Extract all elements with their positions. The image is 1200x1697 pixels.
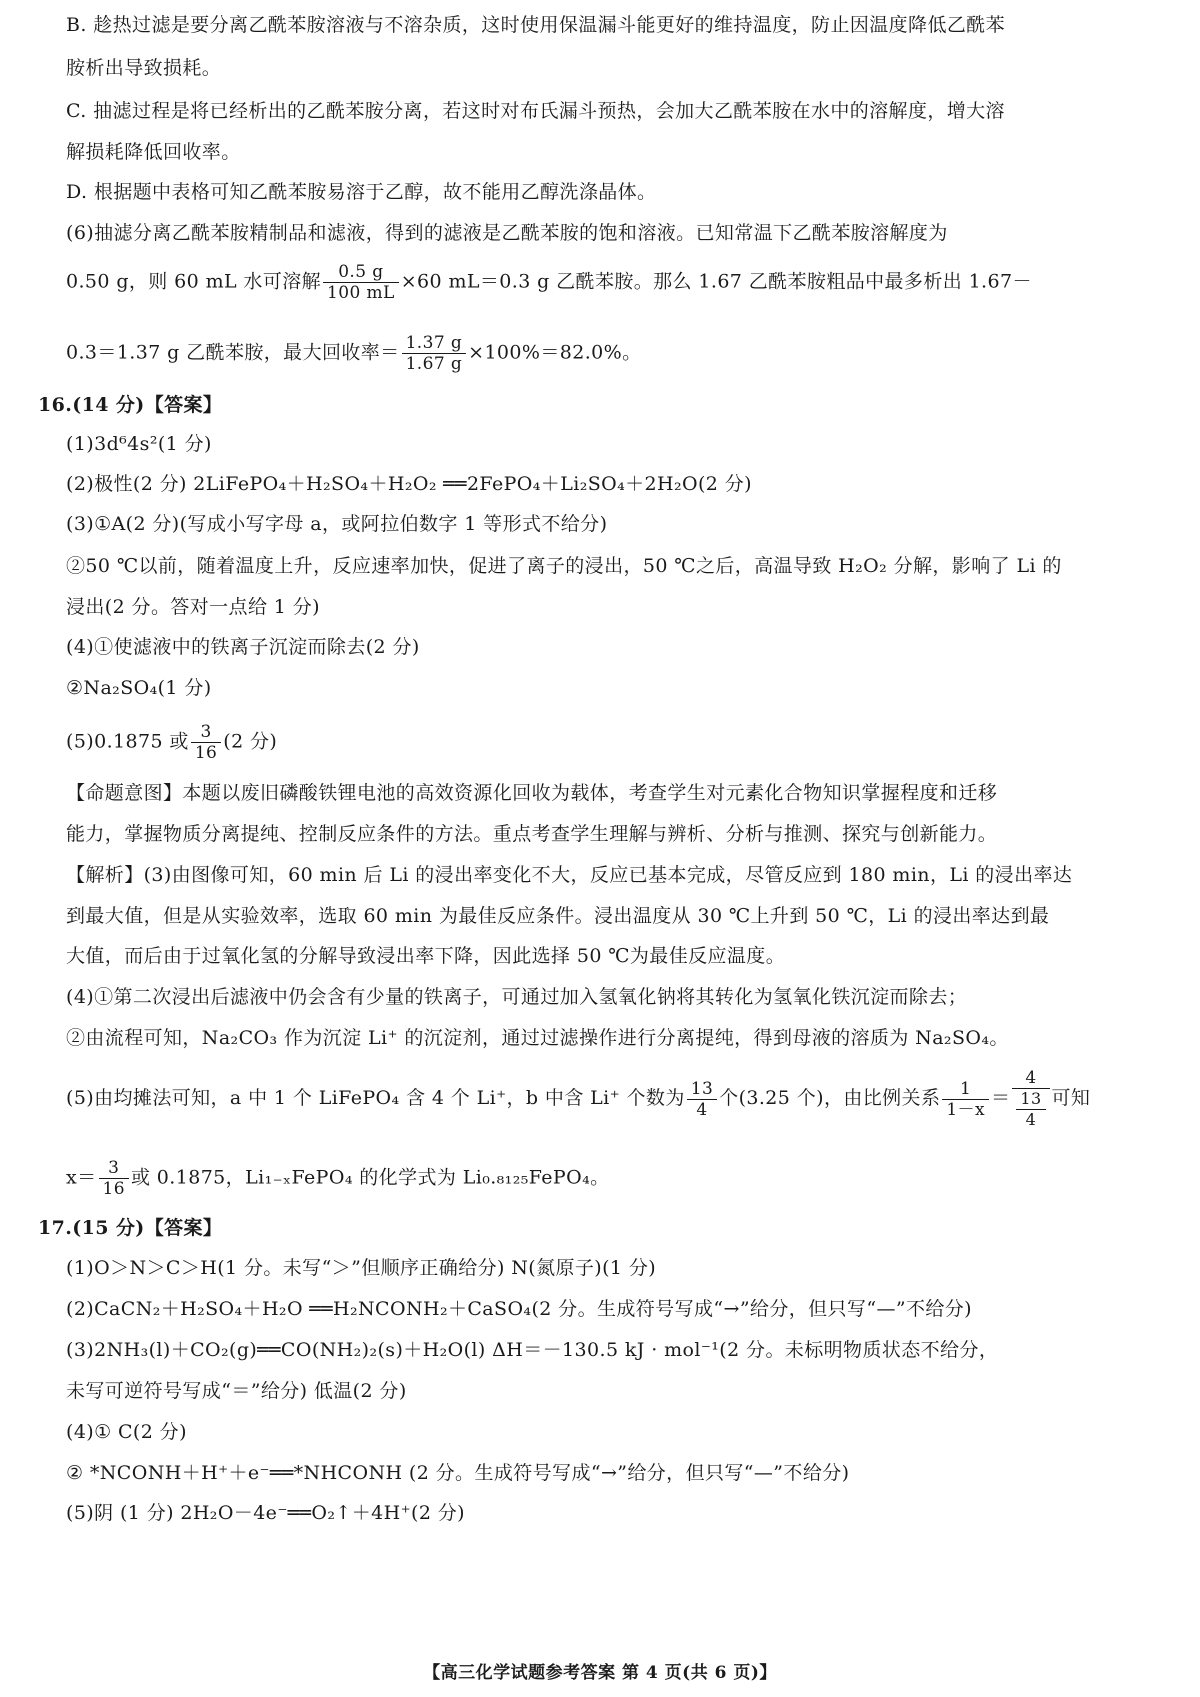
text-line: 胺析出导致损耗。 bbox=[66, 57, 222, 79]
fraction-denominator: 1.67 g bbox=[405, 354, 463, 374]
fraction bbox=[191, 722, 221, 763]
answer-line: (4)① C(2 分) bbox=[66, 1421, 187, 1443]
text-segment: 0.3＝1.37 g 乙酰苯胺，最大回收率＝ bbox=[66, 341, 400, 364]
fraction-numerator: 13 bbox=[1016, 1089, 1045, 1110]
fraction bbox=[942, 1079, 989, 1120]
text-segment: ×60 mL＝0.3 g 乙酰苯胺。那么 1.67 乙酰苯胺粗品中最多析出 1.67－ bbox=[400, 270, 1032, 293]
answer-line: (1)3d⁶4s²(1 分) bbox=[66, 433, 212, 455]
answer-line: (3)2NH₃(l)＋CO₂(g)══CO(NH₂)₂(s)＋H₂O(l) ΔH＝－130.5 kJ · mol⁻¹(2 分。未标明物质状态不给分， bbox=[66, 1339, 999, 1361]
analysis-line: 到最大值，但是从实验效率，选取 60 min 为最佳反应条件。浸出温度从 30 ℃上升到 50 ℃，Li 的浸出率达到最 bbox=[66, 905, 1050, 927]
text-segment: (5)由均摊法可知，a 中 1 个 LiFePO₄ 含 4 个 Li⁺，b 中含 Li⁺ 个数为 bbox=[66, 1087, 685, 1109]
text-line-with-fraction bbox=[66, 262, 1032, 303]
answer-line: (2)CaCN₂＋H₂SO₄＋H₂O ══H₂NCONH₂＋CaSO₄(2 分。生成符号写成“→”给分，但只写“—”不给分) bbox=[66, 1298, 972, 1320]
text-segment: (2 分) bbox=[223, 730, 278, 753]
fraction-numerator: 0.5 g bbox=[323, 262, 399, 283]
fraction-numerator: 3 bbox=[191, 722, 221, 743]
fraction-denominator: 16 bbox=[194, 743, 218, 763]
answer-line: (5)阴 (1 分) 2H₂O－4e⁻══O₂↑＋4H⁺(2 分) bbox=[66, 1502, 465, 1524]
answer-line: ② *NCONH＋H⁺＋e⁻══*NHCONH (2 分。生成符号写成“→”给分，但只写“—”不给分) bbox=[66, 1462, 850, 1484]
text-segment: 可知 bbox=[1051, 1087, 1091, 1109]
fraction bbox=[687, 1079, 717, 1120]
analysis-line-with-fractions bbox=[66, 1068, 1090, 1130]
text-segment: 个(3.25 个)，由比例关系 bbox=[719, 1087, 941, 1109]
inner-fraction bbox=[1016, 1089, 1045, 1130]
answer-line: 未写可逆符号写成“＝”给分) 低温(2 分) bbox=[66, 1380, 407, 1402]
answer-line: ②50 ℃以前，随着温度上升，反应速率加快，促进了离子的浸出，50 ℃之后，高温导致 H₂O₂ 分解，影响了 Li 的 bbox=[66, 555, 1062, 577]
analysis-line-with-fraction bbox=[66, 1158, 610, 1199]
answer-line: (3)①A(2 分)(写成小写字母 a，或阿拉伯数字 1 等形式不给分) bbox=[66, 513, 608, 535]
fraction-numerator: 4 bbox=[1012, 1068, 1049, 1089]
fraction-numerator: 3 bbox=[99, 1158, 129, 1179]
question-16-heading: 16.(14 分)【答案】 bbox=[38, 394, 223, 416]
text-line: C. 抽滤过程是将已经析出的乙酰苯胺分离，若这时对布氏漏斗预热，会加大乙酰苯胺在水中的溶解度，增大溶 bbox=[66, 100, 1005, 122]
text-line: 解损耗降低回收率。 bbox=[66, 141, 241, 163]
fraction bbox=[402, 333, 467, 374]
intent-line: 能力，掌握物质分离提纯、控制反应条件的方法。重点考查学生理解与辨析、分析与推测、探究与创新能力。 bbox=[66, 823, 998, 845]
question-17-heading: 17.(15 分)【答案】 bbox=[38, 1217, 223, 1239]
fraction-denominator: 100 mL bbox=[327, 283, 395, 303]
fraction bbox=[99, 1158, 129, 1199]
fraction-numerator: 1 bbox=[942, 1079, 989, 1100]
fraction-denominator: 16 bbox=[102, 1179, 125, 1199]
equals-sign: ＝ bbox=[990, 1087, 1011, 1109]
analysis-line: ②由流程可知，Na₂CO₃ 作为沉淀 Li⁺ 的沉淀剂，通过过滤操作进行分离提纯，得到母液的溶质为 Na₂SO₄。 bbox=[66, 1027, 1009, 1049]
answer-line: 浸出(2 分。答对一点给 1 分) bbox=[66, 596, 320, 618]
fraction bbox=[323, 262, 399, 303]
fraction-denominator: 4 bbox=[696, 1099, 708, 1120]
analysis-line: 大值，而后由于过氧化氢的分解导致浸出率下降，因此选择 50 ℃为最佳反应温度。 bbox=[66, 945, 786, 967]
text-segment: x＝ bbox=[66, 1166, 97, 1189]
text-line: B. 趁热过滤是要分离乙酰苯胺溶液与不溶杂质，这时使用保温漏斗能更好的维持温度，防止因温度降低乙酰苯 bbox=[66, 14, 1006, 36]
answer-line: (2)极性(2 分) 2LiFePO₄＋H₂SO₄＋H₂O₂ ══2FePO₄＋Li₂SO₄＋2H₂O(2 分) bbox=[66, 473, 752, 495]
answer-line: ②Na₂SO₄(1 分) bbox=[66, 677, 212, 699]
text-line: (6)抽滤分离乙酰苯胺精制品和滤液，得到的滤液是乙酰苯胺的饱和溶液。已知常温下乙酰苯胺溶解度为 bbox=[66, 222, 948, 244]
answer-line-with-fraction bbox=[66, 722, 277, 763]
analysis-line: 【解析】(3)由图像可知，60 min 后 Li 的浸出率变化不大，反应已基本完成，尽管反应到 180 min，Li 的浸出率达 bbox=[66, 864, 1073, 886]
intent-line: 【命题意图】本题以废旧磷酸铁锂电池的高效资源化回收为载体，考查学生对元素化合物知识掌握程度和迁移 bbox=[66, 782, 998, 804]
nested-fraction bbox=[1012, 1068, 1049, 1130]
answer-line: (4)①使滤液中的铁离子沉淀而除去(2 分) bbox=[66, 636, 420, 658]
fraction-denominator: 1－x bbox=[946, 1099, 985, 1120]
text-segment: 或 0.1875，Li₁₋ₓFePO₄ 的化学式为 Li₀.₈₁₂₅FePO₄。 bbox=[130, 1166, 610, 1189]
text-line-with-fraction bbox=[66, 333, 642, 374]
text-line: D. 根据题中表格可知乙酰苯胺易溶于乙醇，故不能用乙醇洗涤晶体。 bbox=[66, 181, 657, 203]
fraction-numerator: 13 bbox=[687, 1079, 717, 1100]
fraction-denominator: 4 bbox=[1025, 1110, 1037, 1129]
text-segment: ×100%＝82.0%。 bbox=[468, 341, 642, 364]
analysis-line: (4)①第二次浸出后滤液中仍会含有少量的铁离子，可通过加入氢氧化钠将其转化为氢氧化铁沉淀而除去； bbox=[66, 986, 968, 1008]
text-segment: 0.50 g，则 60 mL 水可溶解 bbox=[66, 270, 322, 293]
page-footer: 【高三化学试题参考答案 第 4 页(共 6 页)】 bbox=[423, 1663, 777, 1683]
fraction-numerator: 1.37 g bbox=[402, 333, 467, 354]
answer-line: (1)O＞N＞C＞H(1 分。未写“＞”但顺序正确给分) N(氮原子)(1 分) bbox=[66, 1257, 657, 1279]
text-segment: (5)0.1875 或 bbox=[66, 730, 189, 753]
fraction-denominator bbox=[1012, 1089, 1049, 1130]
